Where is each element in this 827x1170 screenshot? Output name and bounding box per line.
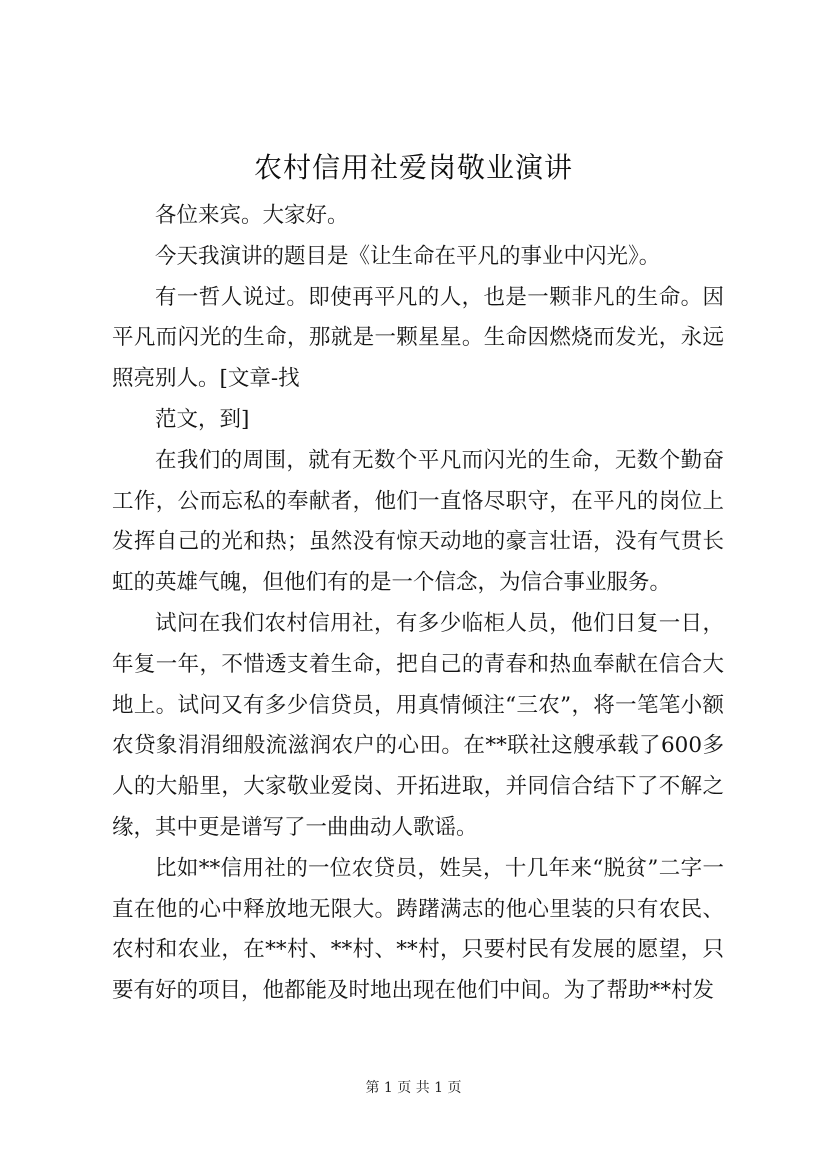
paragraph-greeting: 各位来宾。大家好。 xyxy=(155,203,349,228)
document-body xyxy=(112,196,724,1012)
page-footer: 第 1 页 共 1 页 xyxy=(365,1080,462,1096)
paragraph-topic: 今天我演讲的题目是《让生命在平凡的事业中闪光》。 xyxy=(155,243,661,269)
paragraph-loan-officer: 比如**信用社的一位农贷员，姓吴，十几年来“脱贫”二字一直在他的心中释放地无限大。踌躇满志的他心里装的只有农民、农村和农业，在**村、**村、**村，只要村民有发展的愿望，只要有好的项目，他都能及时地出现在他们中间。为了帮助**村发 xyxy=(112,855,724,1004)
paragraph-source-note: 范文，到] xyxy=(155,406,250,432)
paragraph-philosopher: 有一哲人说过。即使再平凡的人，也是一颗非凡的生命。因平凡而闪光的生命，那就是一颗星星。生命因燃烧而发光，永远照亮别人。[文章-找 xyxy=(112,284,724,392)
document-title: 农村信用社爱岗敬业演讲 xyxy=(253,151,573,184)
paragraph-around-us: 在我们的周围，就有无数个平凡而闪光的生命，无数个勤奋工作，公而忘私的奉献者，他们一直恪尽职守，在平凡的岗位上发挥自己的光和热；虽然没有惊天动地的豪言壮语，没有气贯长虹的英雄气魄，但他们有的是一个信念，为信合事业服务。 xyxy=(112,447,724,596)
paragraph-counter-staff: 试问在我们农村信用社，有多少临柜人员，他们日复一日，年复一年，不惜透支着生命，把自己的青春和热血奉献在信合大地上。试问又有多少信贷员，用真情倾注“三农”，将一笔笔小额农贷象涓涓细般流滋润农户的心田。在**联社这艘承载了600多人的大船里，大家敬业爱岗、开拓进取，并同信合结下了不解之缘，其中更是谱写了一曲曲动人歌谣。 xyxy=(112,610,724,840)
